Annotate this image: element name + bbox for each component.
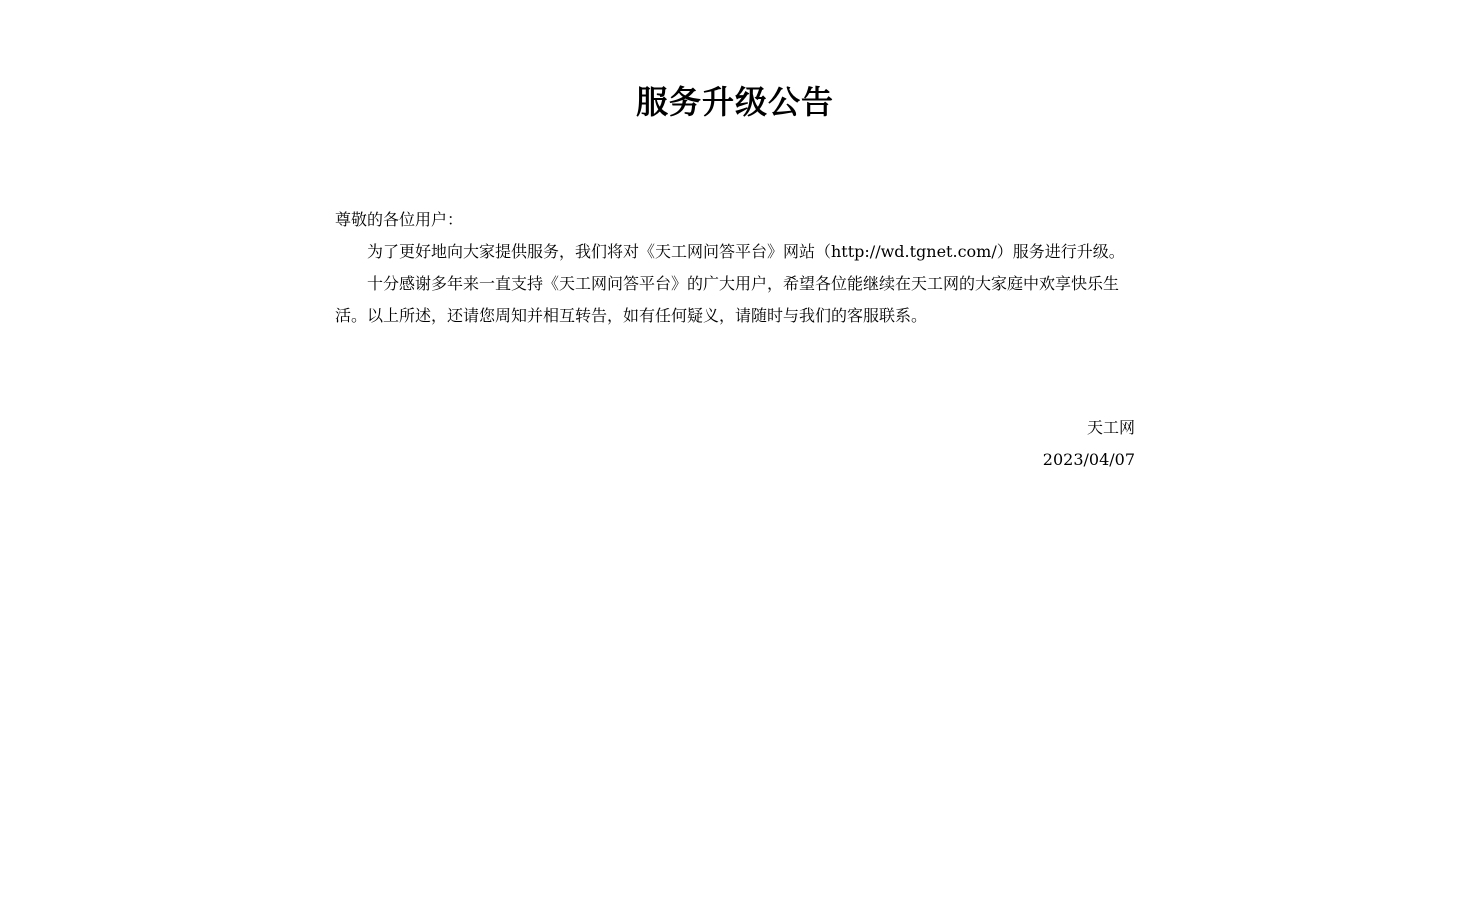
page-title: 服务升级公告 xyxy=(635,83,834,121)
greeting: 尊敬的各位用户： xyxy=(335,210,464,229)
signature-org: 天工网 xyxy=(1086,418,1135,437)
signature-block xyxy=(335,412,1135,476)
notice-paragraph-upgrade: 为了更好地向大家提供服务，我们将对《天工网问答平台》网站（http://wd.tgnet.com/）服务进行升级。 xyxy=(367,242,1125,261)
notice-body xyxy=(335,204,1135,332)
notice-paragraph-thanks: 十分感谢多年来一直支持《天工网问答平台》的广大用户，希望各位能继续在天工网的大家庭中欢享快乐生活。以上所述，还请您周知并相互转告，如有任何疑义，请随时与我们的客服联系。 xyxy=(335,274,1120,325)
signature-date: 2023/04/07 xyxy=(1042,450,1135,469)
